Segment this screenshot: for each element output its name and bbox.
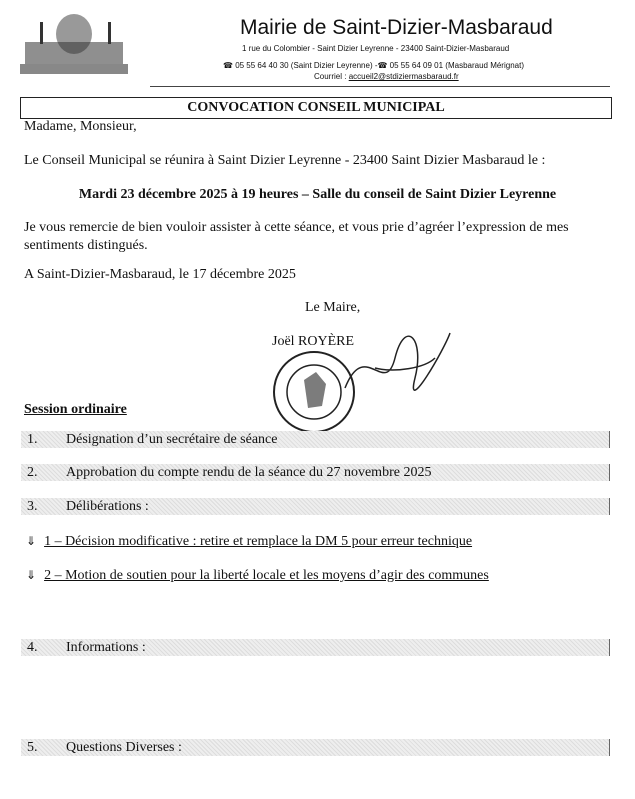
sub-item — [26, 566, 489, 584]
item-label: Désignation d’un secrétaire de séance — [66, 432, 278, 447]
header-divider — [150, 86, 610, 87]
mairie-email — [314, 72, 459, 81]
document-heading: CONVOCATION CONSEIL MUNICIPAL — [20, 97, 612, 119]
agenda-item — [21, 464, 610, 481]
item-number: 2. — [27, 465, 38, 480]
agenda-item — [21, 739, 610, 756]
salutation: Madame, Monsieur, — [24, 119, 137, 134]
mairie-title: Mairie de Saint-Dizier-Masbaraud — [240, 16, 553, 39]
email-label: Courriel : — [314, 72, 349, 81]
closing-line-2: sentiments distingués. — [24, 238, 148, 253]
signatory-role: Le Maire, — [305, 300, 361, 315]
meeting-date: Mardi 23 décembre 2025 à 19 heures – Salle du conseil de Saint Dizier Leyrenne — [78, 187, 557, 202]
signatory-name: Joël ROYÈRE — [272, 334, 355, 349]
intro-text: Le Conseil Municipal se réunira à Saint Dizier Leyrenne - 23400 Saint Dizier Masbaraud le : — [24, 153, 546, 168]
session-title: Session ordinaire — [24, 402, 127, 417]
sub-item — [26, 532, 472, 550]
agenda-item — [21, 639, 610, 656]
mayor-signature — [335, 328, 455, 408]
email-link[interactable]: accueil2@stdiziermasbaraud.fr — [348, 72, 459, 81]
closing-line-1: Je vous remercie de bien vouloir assister à cette séance, et vous prie d’agréer l’expression de mes — [24, 220, 569, 235]
mairie-phones: ☎ 05 55 64 40 30 (Saint Dizier Leyrenne) -☎ 05 55 64 09 01 (Masbaraud Mérignat) — [223, 61, 524, 70]
item-number: 3. — [27, 499, 38, 514]
item-number: 4. — [27, 640, 38, 655]
village-logo — [20, 14, 128, 76]
agenda-item — [21, 498, 610, 515]
item-number: 5. — [27, 740, 38, 755]
item-label: Informations : — [66, 640, 146, 655]
sub-item-label: 1 – Décision modificative : retire et remplace la DM 5 pour erreur technique — [44, 534, 473, 549]
arrow-bullet-icon: ⇓ — [26, 568, 37, 582]
item-label: Délibérations : — [66, 499, 149, 514]
agenda-item — [21, 431, 610, 448]
place-date: A Saint-Dizier-Masbaraud, le 17 décembre 2025 — [24, 267, 296, 282]
item-label: Approbation du compte rendu de la séance du 27 novembre 2025 — [66, 465, 432, 480]
arrow-bullet-icon: ⇓ — [26, 534, 37, 548]
mairie-address: 1 rue du Colombier - Saint Dizier Leyrenne - 23400 Saint-Dizier-Masbaraud — [242, 44, 510, 53]
item-number: 1. — [27, 432, 38, 447]
item-label: Questions Diverses : — [66, 740, 182, 755]
sub-item-label: 2 – Motion de soutien pour la liberté locale et les moyens d’agir des communes — [44, 568, 489, 583]
